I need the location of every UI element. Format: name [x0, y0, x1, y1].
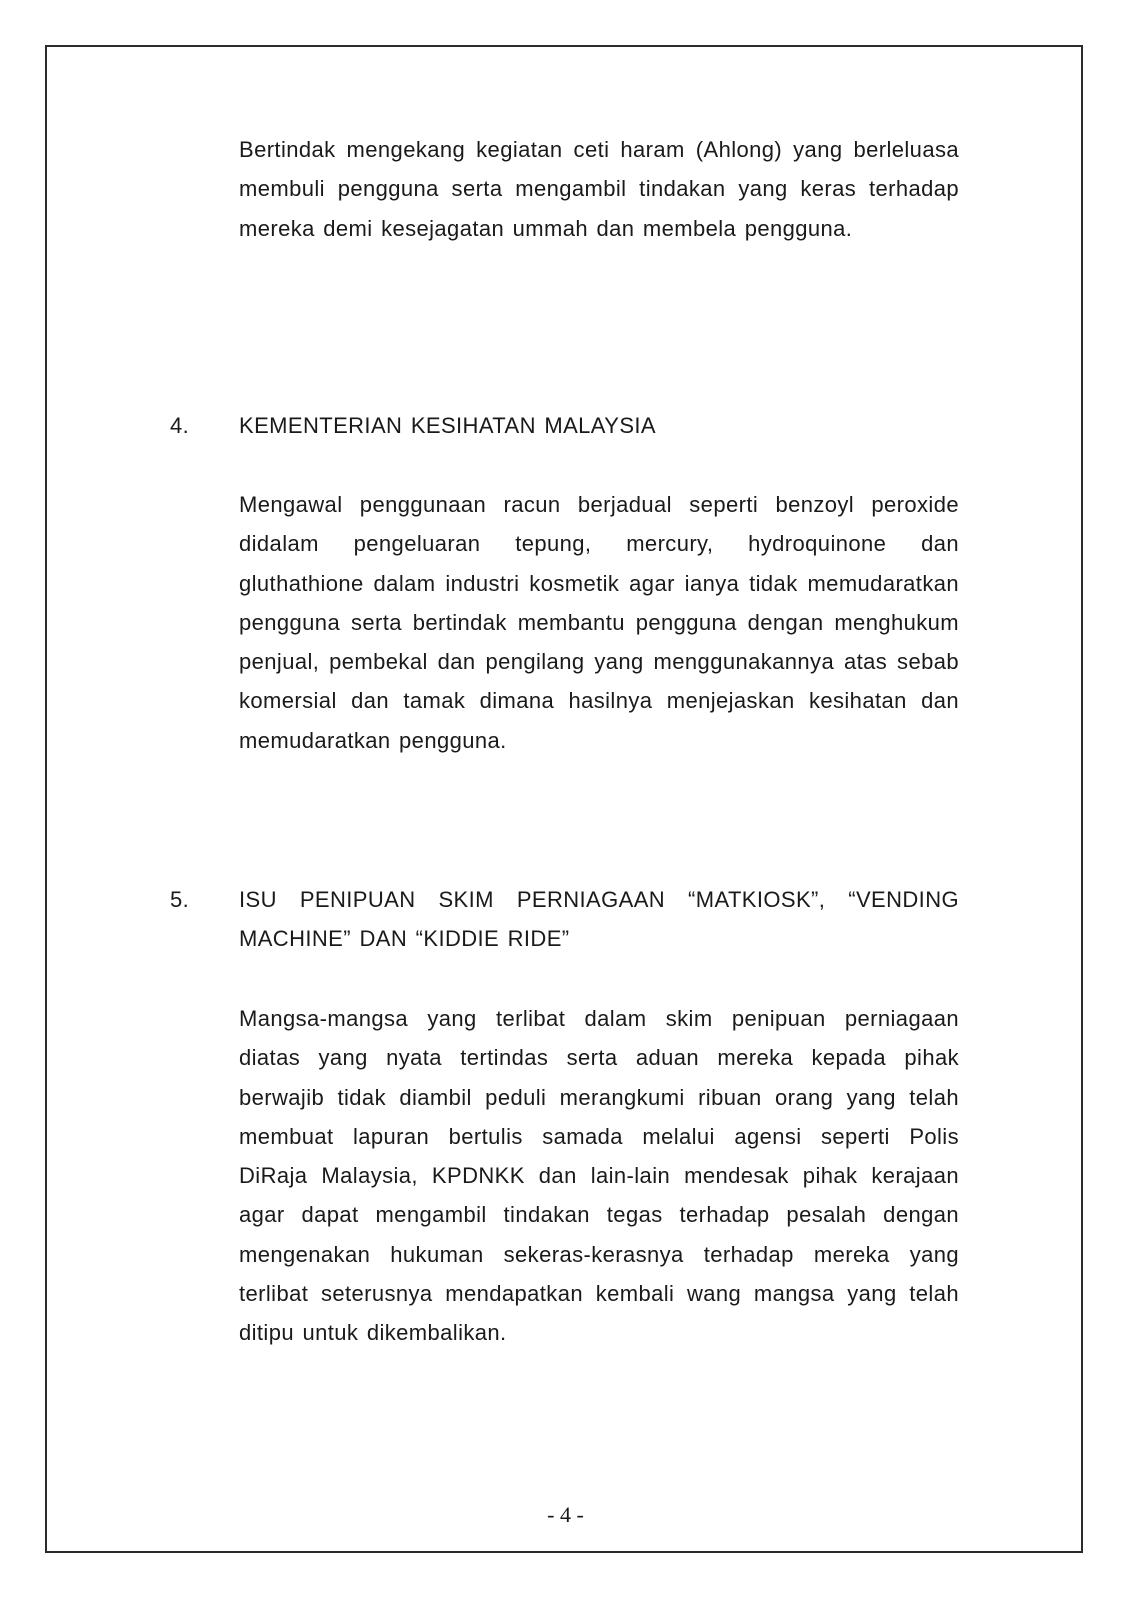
section-5-paragraph: Mangsa-mangsa yang terlibat dalam skim penipuan perniagaan diatas yang nyata tertindas serta aduan mereka kepada pihak berwajib tidak diambil peduli merangkumi ribuan orang yang telah membuat lapuran bertulis samada melalui agensi seperti Polis DiRaja Malaysia, KPDNKK dan lain-lain mendesak pihak kerajaan agar dapat mengambil tindakan tegas terhadap pesalah dengan mengenakan hukuman sekeras-kerasnya terhadap mereka yang terlibat seterusnya mendapatkan kembali wang mangsa yang telah ditipu untuk dikembalikan.: [239, 1006, 959, 1346]
section-5-number: 5.: [170, 887, 190, 912]
section-4-title: KEMENTERIAN KESIHATAN MALAYSIA: [239, 413, 656, 438]
page-number: - 4 -: [547, 1502, 584, 1527]
section-4-paragraph: Mengawal penggunaan racun berjadual seperti benzoyl peroxide didalam pengeluaran tepung, mercury, hydroquinone dan gluthathione dalam industri kosmetik agar ianya tidak memudaratkan pengguna serta bertindak membantu pengguna dengan menghukum penjual, pembekal dan pengilang yang menggunakannya atas sebab komersial dan tamak dimana hasilnya menjejaskan kesihatan dan memudaratkan pengguna.: [239, 492, 959, 753]
intro-paragraph: Bertindak mengekang kegiatan ceti haram (Ahlong) yang berleluasa membuli pengguna serta mengambil tindakan yang keras terhadap mereka demi kesejagatan ummah dan membela pengguna.: [239, 137, 959, 241]
section-5-title: ISU PENIPUAN SKIM PERNIAGAAN “MATKIOSK”, “VENDING MACHINE” DAN “KIDDIE RIDE”: [239, 887, 959, 952]
section-4-number: 4.: [170, 413, 190, 438]
